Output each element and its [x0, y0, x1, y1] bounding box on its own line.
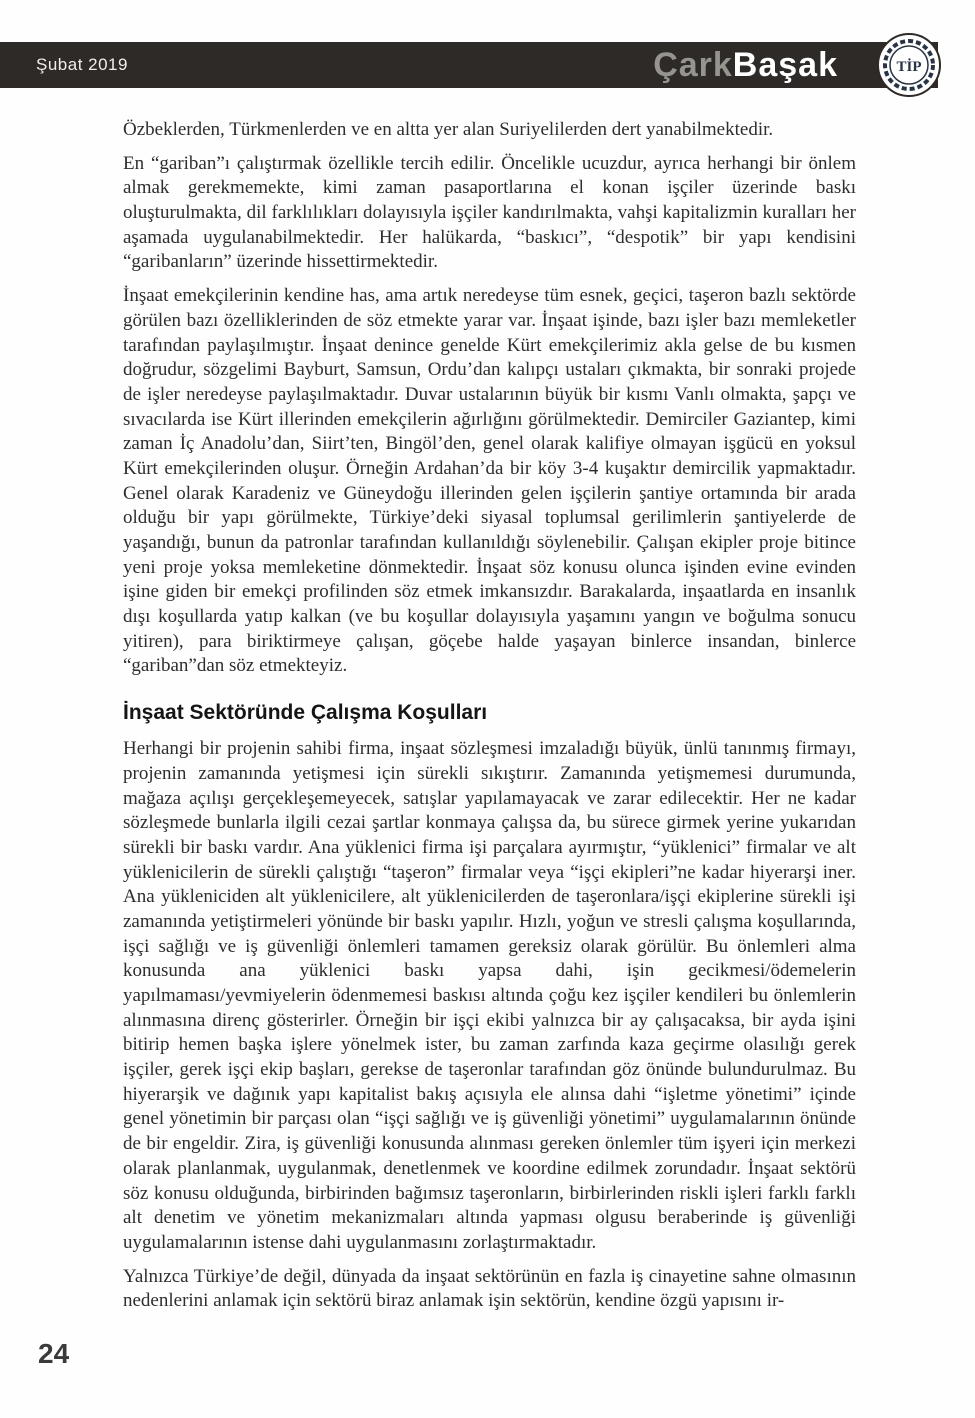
tip-logo-icon: [877, 33, 941, 97]
tip-logo-text: TİP: [896, 59, 922, 75]
paragraph-intro-3: İnşaat emekçilerinin kendine has, ama artık neredeyse tüm esnek, geçici, taşeron bazlı sektörde görülen bazı özelliklerinden de söz etmekte yarar var. İnşaat işinde, bazı işler bazı memleketler tarafından paylaşılmıştır. İnşaat denince genelde Kürt emekçilerimiz akla gelse de bu kısmen doğrudur, sözgelimi Bayburt, Samsun, Ordu’dan kalıpçı ustaları çıkmakta, bir sonraki projede de işler neredeyse paylaşılmaktadır. Duvar ustalarının büyük bir kısmı Vanlı olmakta, şapçı ve sıvacılarda ise Kürt illerinden emekçilerin ağırlığını görülmektedir. Demirciler Gaziantep, kimi zaman İç Anadolu’dan, Siirt’ten, Bingöl’den, genel olarak kalifiye olmayan işgücü en yoksul Kürt emekçilerinden oluşur. Örneğin Ardahan’da bir köy 3-4 kuşaktır demircilik yapmaktadır. Genel olarak Karadeniz ve Güneydoğu illerinden gelen işçilerin şantiye ortamında bir arada olduğu bir yapı görülmekte, Türkiye’deki siyasal toplumsal gerilimlerin şantiyelerde de yaşandığı, bunun da patronlar tarafından kullanıldığı söylenebilir. Çalışan ekipler proje bitince yeni proje yoksa memleketine dönmektedir. İnşaat söz konusu olunca işinden evine evinden işine giden bir emekçi profilinden söz etmek imkansızdır. Barakalarda, inşaatlarda en insanlık dışı koşullarda yatıp kalkan (ve bu koşullar dolayısıyla yaşamını yangın ve boğulma sonucu yitiren), para biriktirmeye çalışan, göçebe halde yaşayan binlerce insandan, binlerce “gariban”dan söz etmekteyiz.: [123, 285, 856, 677]
page-number: 24: [38, 1338, 70, 1369]
paragraph-section-2: Yalnızca Türkiye’de değil, dünyada da inşaat sektörünün en fazla iş cinayetine sahne olmasının nedenlerini anlamak için sektörü biraz anlamak işin sektörün, kendine özgü yapısını ir-: [123, 1265, 856, 1312]
magazine-title-part2: Başak: [732, 46, 838, 84]
article-body: [123, 118, 856, 1323]
page-header: [0, 42, 938, 88]
magazine-title: [653, 48, 838, 82]
tip-logo: [877, 33, 941, 97]
issue-date: Şubat 2019: [36, 55, 128, 74]
paragraph-intro-2: En “gariban”ı çalıştırmak özellikle tercih edilir. Öncelikle ucuzdur, ayrıca herhangi bir önlem almak gerekmemekte, kimi zaman pasaportlarına el konan işçiler üzerinde baskı oluşturulmakta, dil farklılıkları dolayısıyla işçiler kandırılmakta, vahşi kapitalizmin kuralları her aşamada uygulanabilmektedir. Her halükarda, “baskıcı”, “despotik” bir yapı kendisini “garibanların” üzerinde hissettirmektedir.: [123, 152, 856, 273]
paragraph-section-1: Herhangi bir projenin sahibi firma, inşaat sözleşmesi imzaladığı büyük, ünlü tanınmış firmayı, projenin zamanında yetişmesi için sürekli sıkıştırır. Zamanında yetişmemesi durumunda, mağaza açılışı gerçekleşemeyecek, satışlar yapılamayacak ve zarar edilecektir. Her ne kadar sözleşmede bunlarla ilgili cezai şartlar konmaya çalışsa da, bu sürece girmek yerine yukarıdan sürekli bir baskı vardır. Ana yüklenici firma işi parçalara ayırmıştır, “yüklenici” firmalar ve alt yüklenicilerin de sürekli çalıştığı “taşeron” firmalar veya “işçi ekipleri”ne kadar hiyerarşi iner. Ana yükleniciden alt yüklenicilere, alt yüklenicilerden de taşeronlara/işçi ekiplerine sürekli işi zamanında yetiştirmeleri yönünde bir baskı yapılır. Hızlı, yoğun ve stresli çalışma koşullarında, işçi sağlığı ve iş güvenliği önlemleri tamamen gereksiz olarak görülür. Bu önlemleri alma konusunda ana yüklenici baskı yapsa dahi, işin gecikmesi/ödemelerin yapılmaması/yevmiyelerin ödenmemesi baskısı altında çoğu kez işçiler kendileri bu önlemlerin alınmasına direnç gösterirler. Örneğin bir işçi ekibi yalnızca bir ay çalışacaksa, bir ayda işini bitirip hemen başka işlere yönelmek ister, bu zaman zarfında kaza geçirme olasılığı gerek işçiler, gerek işçi ekip başları, gerekse de taşeronlar tarafından göz önünde bulundurulmaz. Bu hiyerarşik ve dağınık yapı kapitalist bakış açısıyla ele alınsa dahi “işletme yönetimi” içinde genel yönetimin bir parçası olan “işçi sağlığı ve iş güvenliği yönetimi” uygulamalarının önünde de bir engeldir. Zira, iş güvenliği konusunda alınması gereken önlemler tüm işyeri için merkezi olarak planlanmak, uygulanmak, denetlenmek ve koordine edilmek zorundadır. İnşaat sektörü söz konusu olduğunda, birbirinden bağımsız taşeronların, birbirlerinden riskli işleri farklı farklı alt denetim ve yönetim mekanizmaları altında yapması olgusu beraberinde iş güvenliği uygulamalarının istense dahi uygulanmasını zorlaştırmaktadır.: [123, 738, 856, 1253]
magazine-title-part1: Çark: [653, 46, 733, 84]
paragraph-intro-1: Özbeklerden, Türkmenlerden ve en altta yer alan Suriyelilerden dert yanabilmektedir.: [123, 119, 774, 140]
section-heading: İnşaat Sektöründe Çalışma Koşulları: [123, 701, 488, 725]
